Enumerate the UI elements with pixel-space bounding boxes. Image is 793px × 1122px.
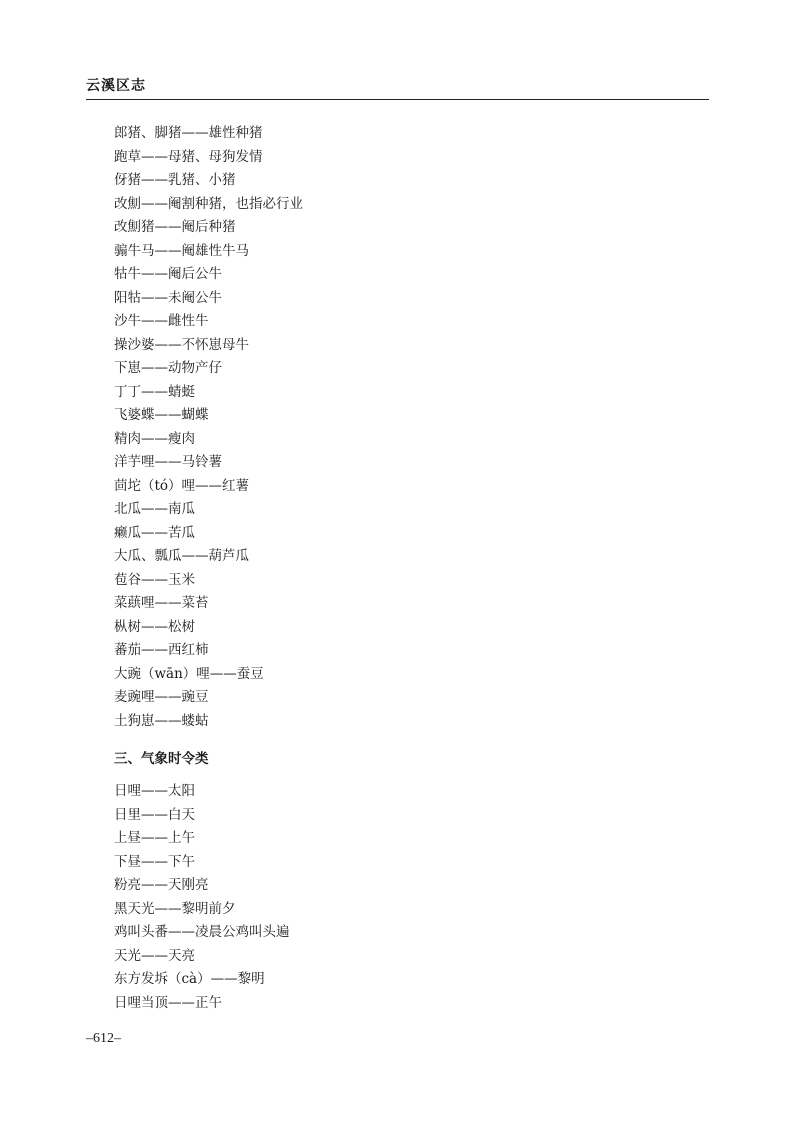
term-entry: 粉亮——天刚亮	[114, 877, 209, 893]
weather-terms-list	[114, 780, 290, 1015]
term-entry: 阳牯——未阉公牛	[114, 289, 222, 306]
term-entry: 大瓜、瓢瓜——葫芦瓜	[114, 548, 249, 564]
term-entry: 上昼——上午	[114, 830, 195, 846]
animal-plant-terms-list	[114, 122, 303, 733]
term-entry: 癞瓜——苦瓜	[114, 524, 195, 541]
term-entry: 蕃茄——西红柿	[114, 642, 209, 658]
term-entry: 土狗崽——蝼蛄	[114, 712, 209, 729]
term-entry: 洋芋哩——马铃薯	[114, 454, 222, 470]
term-entry: 黑天光——黎明前夕	[114, 900, 236, 917]
term-entry: 郎猪、脚猪——雄性种猪	[114, 125, 263, 141]
term-entry: 下崽——动物产仔	[114, 360, 222, 376]
term-entry: 茴坨（tó）哩——红薯	[114, 477, 250, 494]
term-entry: 精肉——瘦肉	[114, 430, 195, 447]
term-entry: 操沙婆——不怀崽母牛	[114, 336, 249, 353]
term-entry: 日哩当顶——正午	[114, 994, 222, 1011]
term-entry: 骟牛马——阉雄性牛马	[114, 242, 249, 259]
term-entry: 枞树——松树	[114, 618, 195, 635]
term-entry: 苞谷——玉米	[114, 571, 195, 588]
header-rule	[86, 99, 709, 100]
term-entry: 北瓜——南瓜	[114, 501, 195, 517]
term-entry: 天光——天亮	[114, 947, 195, 964]
term-entry: 东方发坼（cà）——黎明	[114, 971, 265, 987]
term-entry: 下昼——下午	[114, 853, 195, 870]
term-entry: 改劁猪——阉后种猪	[114, 219, 236, 235]
page-number: –612–	[86, 1031, 121, 1046]
term-entry: 鸡叫头番——凌晨公鸡叫头遍	[114, 924, 290, 940]
term-entry: 跑草——母猪、母狗发情	[114, 148, 263, 165]
term-entry: 大豌（wān）哩——蚕豆	[114, 665, 264, 682]
term-entry: 牯牛——阉后公牛	[114, 266, 222, 282]
term-entry: 伢猪——乳猪、小猪	[114, 172, 236, 188]
term-entry: 麦豌哩——豌豆	[114, 689, 209, 705]
term-entry: 菜蕻哩——菜苔	[114, 595, 209, 611]
term-entry: 沙牛——雌性牛	[114, 313, 209, 329]
term-entry: 日哩——太阳	[114, 783, 195, 799]
term-entry: 飞婆蝶——蝴蝶	[114, 407, 209, 423]
running-header-title: 云溪区志	[86, 78, 146, 94]
section-heading-weather: 三、气象时令类	[114, 751, 209, 767]
term-entry: 改劁——阉割种猪，也指必行业	[114, 195, 303, 212]
term-entry: 丁丁——蜻蜓	[114, 383, 195, 400]
term-entry: 日里——白天	[114, 806, 195, 823]
